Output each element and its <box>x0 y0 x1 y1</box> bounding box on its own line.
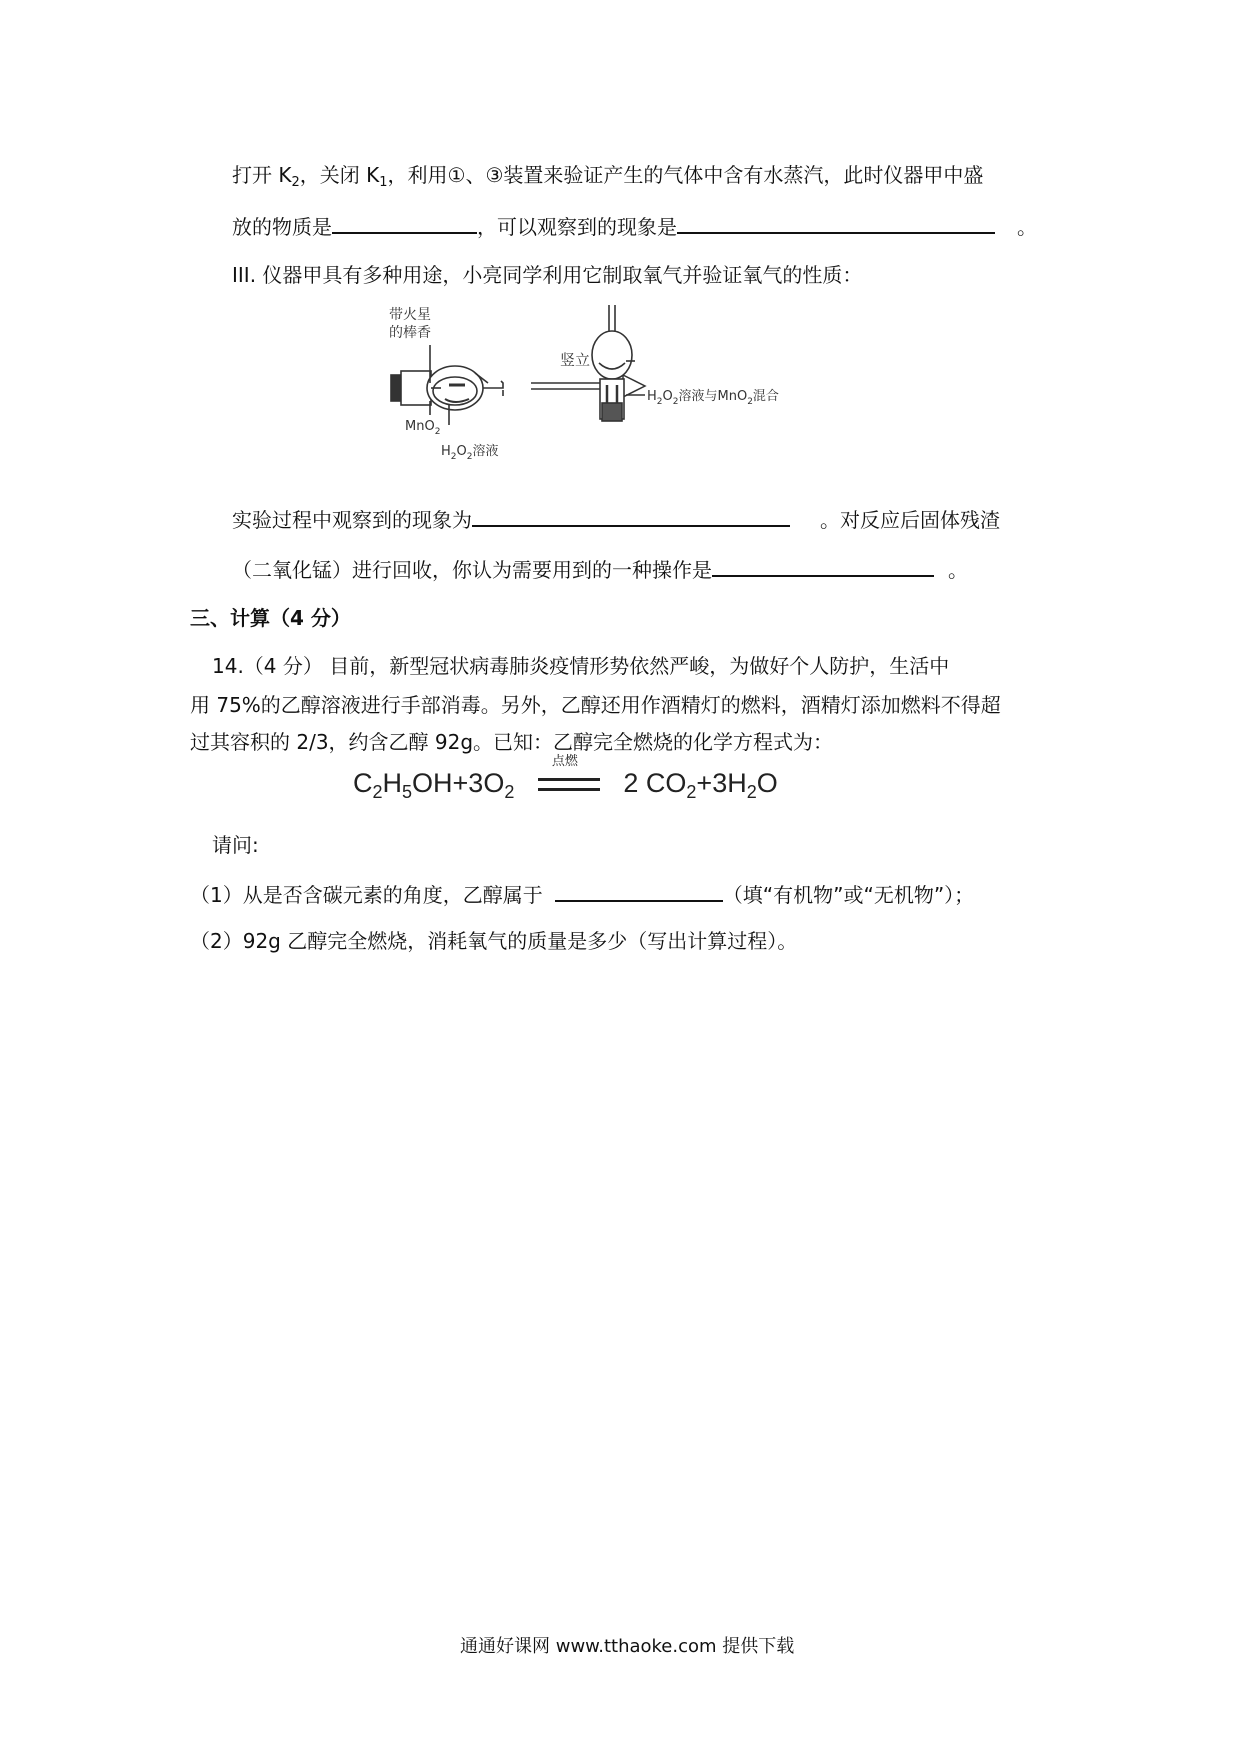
part3-intro: III. 仪器甲具有多种用途，小亮同学利用它制取氧气并验证氧气的性质： <box>232 263 863 287</box>
section-title: 三、计算（4 分） <box>190 606 351 630</box>
ask-label: 请问: <box>212 833 259 857</box>
q14-line2: 用 75%的乙醇溶液进行手部消毒。另外，乙醇还用作酒精灯的燃料，酒精灯添加燃料不得超 <box>190 693 1001 717</box>
reaction-condition: 点燃 <box>538 770 600 800</box>
observe-line1: 实验过程中观察到的现象为 。对反应后固体残渣 <box>232 503 1000 535</box>
paragraph-k-line2: 放的物质是 ，可以观察到的现象是 。 <box>232 210 1037 242</box>
answer-blank-phenomenon[interactable] <box>677 210 995 234</box>
label-mixture: $H_2O_2$溶液与MnO$_2$混合 <box>647 389 779 407</box>
paragraph-k-line1: 打开 $K_2$，关闭 $K_1$，利用①、③装置来验证产生的气体中含有水蒸汽，此时仪器甲中盛 <box>232 163 984 190</box>
observe-line2: （二氧化锰）进行回收，你认为需要用到的一种操作是 。 <box>232 553 968 585</box>
horizontal-vessel <box>391 345 503 425</box>
equal-bar-top <box>538 778 600 781</box>
answer-blank-observation[interactable] <box>472 503 790 527</box>
question-2: （2）92g 乙醇完全燃烧，消耗氧气的质量是多少（写出计算过程）。 <box>190 929 798 953</box>
label-mno2: MnO$_2$ <box>405 419 441 437</box>
page-footer: 通通好课网 www.tthaoke.com 提供下载 <box>460 1636 795 1657</box>
answer-blank-classification[interactable] <box>555 878 723 902</box>
q14-line3: 过其容积的 2/3，约含乙醇 92g。已知：乙醇完全燃烧的化学方程式为： <box>190 730 834 754</box>
arrow-upright <box>531 375 645 397</box>
apparatus-figure <box>385 305 905 465</box>
vertical-vessel <box>592 305 645 421</box>
answer-blank-operation[interactable] <box>712 553 934 577</box>
answer-blank-substance[interactable] <box>332 210 477 234</box>
label-h2o2: $H_2O_2$溶液 <box>441 444 499 462</box>
label-splint-1: 带火星 <box>389 307 431 323</box>
question-1: （1）从是否含碳元素的角度，乙醇属于 （填“有机物”或“无机物”）； <box>190 878 974 910</box>
label-arrow: 竖立 <box>560 351 591 369</box>
q14-line1: 14.（4 分） 目前，新型冠状病毒肺炎疫情形势依然严峻，为做好个人防护，生活中 <box>212 654 950 678</box>
combustion-equation: $C_2H_5OH+3O_2$ 点燃 2 $CO_2+3H_2O$ <box>353 753 778 802</box>
equal-bar-bottom <box>538 788 600 791</box>
label-splint-2: 的棒香 <box>389 325 431 341</box>
